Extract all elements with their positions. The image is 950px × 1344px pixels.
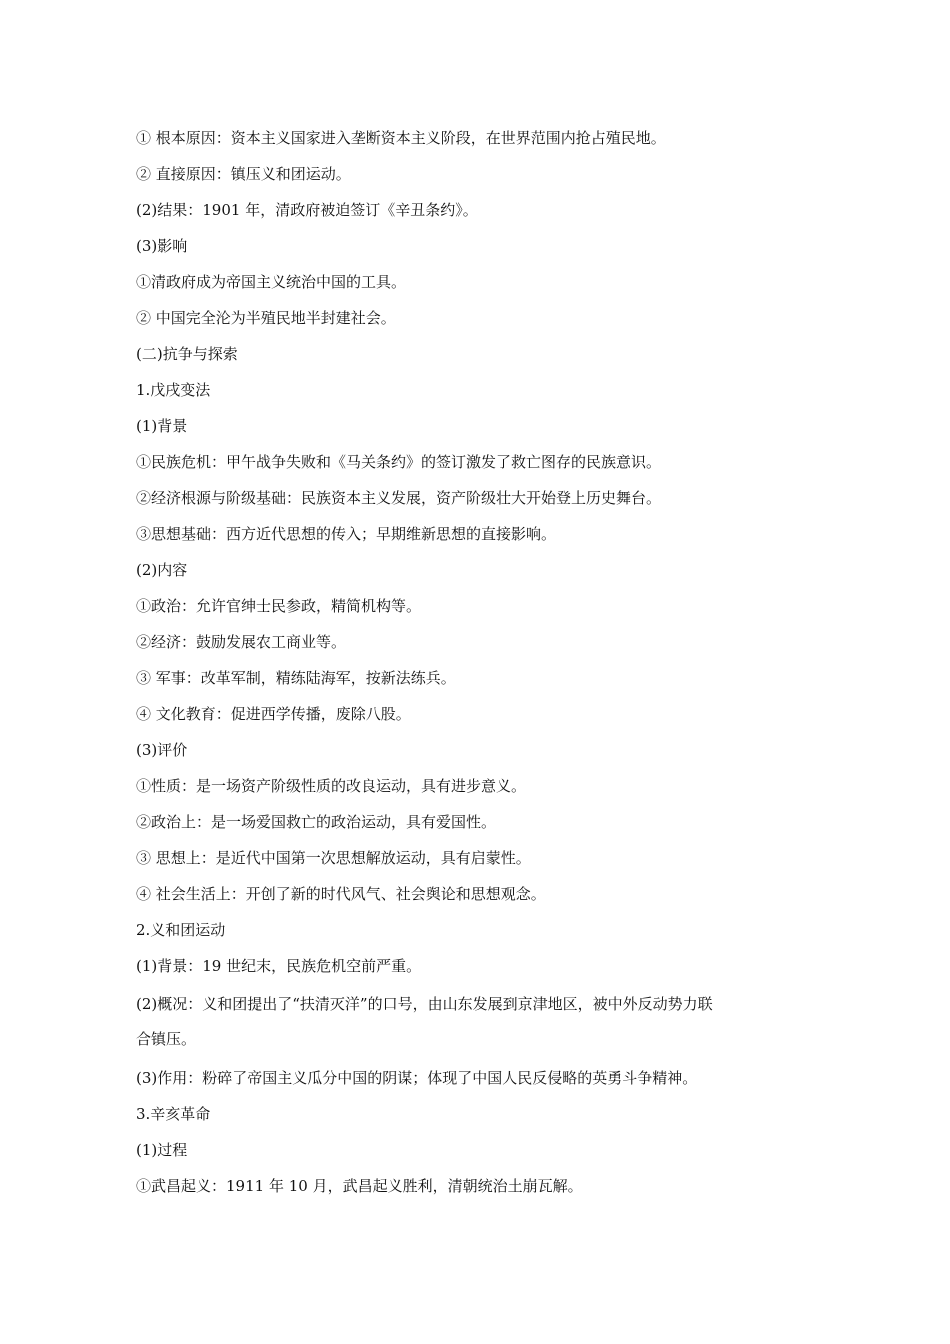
- text-line: ④ 社会生活上：开创了新的时代风气、社会舆论和思想观念。: [136, 885, 546, 903]
- text-line: ①性质：是一场资产阶级性质的改良运动，具有进步意义。: [136, 777, 527, 795]
- section-heading: (1)过程: [136, 1141, 188, 1159]
- section-heading: 1.戊戌变法: [136, 381, 211, 399]
- text-line: ②经济：鼓励发展农工商业等。: [136, 633, 347, 651]
- section-heading: (2)内容: [136, 561, 188, 579]
- text-line: ①清政府成为帝国主义统治中国的工具。: [136, 273, 407, 291]
- text-line-continuation: 合镇压。: [136, 1030, 197, 1048]
- document-body: [136, 120, 826, 1204]
- text-line: ② 中国完全沦为半殖民地半封建社会。: [136, 309, 396, 327]
- text-line: ① 根本原因：资本主义国家进入垄断资本主义阶段，在世界范围内抢占殖民地。: [136, 129, 666, 147]
- section-heading: (二)抗争与探索: [136, 345, 238, 363]
- text-line: ③ 思想上：是近代中国第一次思想解放运动，具有启蒙性。: [136, 849, 531, 867]
- text-line: ④ 文化教育：促进西学传播，废除八股。: [136, 705, 411, 723]
- text-line: (3)作用：粉碎了帝国主义瓜分中国的阴谋；体现了中国人民反侵略的英勇斗争精神。: [136, 1069, 698, 1087]
- text-line: ①政治：允许官绅士民参政，精简机构等。: [136, 597, 422, 615]
- text-line: ②政治上：是一场爱国救亡的政治运动，具有爱国性。: [136, 813, 497, 831]
- text-line: ② 直接原因：镇压义和团运动。: [136, 165, 351, 183]
- section-heading: (3)评价: [136, 741, 188, 759]
- section-heading: 3.辛亥革命: [136, 1105, 211, 1123]
- text-line: ①武昌起义：1911 年 10 月，武昌起义胜利，清朝统治土崩瓦解。: [136, 1177, 583, 1195]
- section-heading: (1)背景: [136, 417, 188, 435]
- text-line: (1)背景：19 世纪末，民族危机空前严重。: [136, 957, 422, 975]
- text-line: (2)概况：义和团提出了“扶清灭洋”的口号，由山东发展到京津地区，被中外反动势力联: [136, 995, 713, 1013]
- text-line: ③思想基础：西方近代思想的传入；早期维新思想的直接影响。: [136, 525, 557, 543]
- section-heading: 2.义和团运动: [136, 921, 226, 939]
- text-line: ①民族危机：甲午战争失败和《马关条约》的签订激发了救亡图存的民族意识。: [136, 453, 662, 471]
- section-heading: (3)影响: [136, 237, 188, 255]
- text-line: ③ 军事：改革军制，精练陆海军，按新法练兵。: [136, 669, 456, 687]
- text-line: (2)结果：1901 年，清政府被迫签订《辛丑条约》。: [136, 201, 478, 219]
- text-line: ②经济根源与阶级基础：民族资本主义发展，资产阶级壮大开始登上历史舞台。: [136, 489, 662, 507]
